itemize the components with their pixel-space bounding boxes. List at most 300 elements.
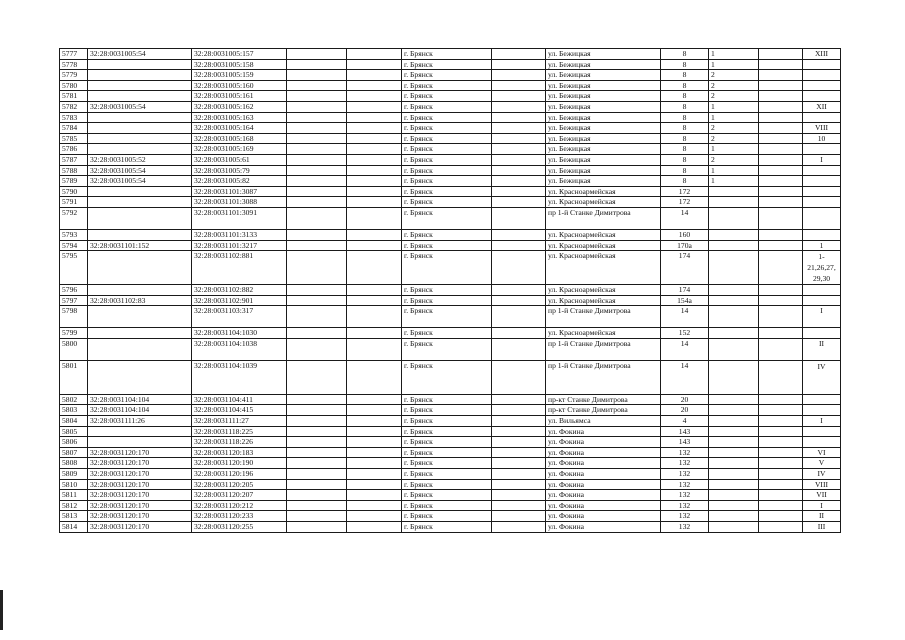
cell-empty-4 <box>759 59 803 70</box>
cell-house: 8 <box>661 133 709 144</box>
cell-empty-3 <box>492 112 546 123</box>
scan-edge-mark <box>0 590 3 630</box>
cell-parcel-cadastral <box>88 285 192 296</box>
cell-empty-4 <box>759 328 803 339</box>
cell-empty-2 <box>347 144 402 155</box>
cell-empty-3 <box>492 469 546 480</box>
cell-building <box>709 437 759 448</box>
cell-street: ул. Бежицкая <box>546 133 661 144</box>
cell-city: г. Брянск <box>402 229 492 240</box>
cell-room <box>803 229 841 240</box>
cell-building <box>709 500 759 511</box>
cell-object-cadastral: 32:28:0031120:207 <box>192 490 287 501</box>
cell-city: г. Брянск <box>402 80 492 91</box>
cell-street: ул. Бежицкая <box>546 144 661 155</box>
cell-object-cadastral: 32:28:0031101:3217 <box>192 240 287 251</box>
cell-parcel-cadastral <box>88 328 192 339</box>
cell-city: г. Брянск <box>402 360 492 394</box>
cell-building: 1 <box>709 101 759 112</box>
cell-parcel-cadastral <box>88 426 192 437</box>
cell-house: 8 <box>661 101 709 112</box>
cell-street: ул. Фокина <box>546 479 661 490</box>
cell-empty-4 <box>759 522 803 533</box>
cell-street: ул. Красноармейская <box>546 240 661 251</box>
cell-empty-1 <box>287 447 347 458</box>
cell-building <box>709 338 759 360</box>
cell-parcel-cadastral: 32:28:0031120:170 <box>88 447 192 458</box>
cell-number: 5783 <box>60 112 88 123</box>
cell-number: 5784 <box>60 123 88 134</box>
cell-empty-4 <box>759 479 803 490</box>
cell-room: 1-21,26,27, 29,30 <box>803 251 841 285</box>
cell-empty-2 <box>347 338 402 360</box>
cell-parcel-cadastral: 32:28:0031005:54 <box>88 176 192 187</box>
cell-house: 172 <box>661 197 709 208</box>
table-row <box>60 338 841 360</box>
cell-empty-4 <box>759 469 803 480</box>
cell-house: 8 <box>661 123 709 134</box>
cell-number: 5781 <box>60 91 88 102</box>
cell-empty-3 <box>492 511 546 522</box>
cell-empty-1 <box>287 522 347 533</box>
cell-empty-4 <box>759 295 803 306</box>
cell-empty-3 <box>492 522 546 533</box>
cell-empty-2 <box>347 133 402 144</box>
cell-street: ул. Фокина <box>546 426 661 437</box>
table-row <box>60 500 841 511</box>
cell-empty-4 <box>759 91 803 102</box>
cell-city: г. Брянск <box>402 490 492 501</box>
cell-empty-1 <box>287 426 347 437</box>
cell-parcel-cadastral <box>88 70 192 81</box>
cell-empty-1 <box>287 338 347 360</box>
cell-empty-2 <box>347 511 402 522</box>
cell-empty-1 <box>287 144 347 155</box>
cell-street: ул. Бежицкая <box>546 154 661 165</box>
cell-empty-1 <box>287 500 347 511</box>
cell-house: 132 <box>661 490 709 501</box>
cell-building: 1 <box>709 144 759 155</box>
cell-empty-3 <box>492 285 546 296</box>
cell-empty-1 <box>287 123 347 134</box>
cell-city: г. Брянск <box>402 59 492 70</box>
cell-empty-2 <box>347 154 402 165</box>
cell-building: 2 <box>709 91 759 102</box>
cell-building <box>709 251 759 285</box>
cell-parcel-cadastral: 32:28:0031005:54 <box>88 101 192 112</box>
cell-empty-4 <box>759 123 803 134</box>
cell-parcel-cadastral <box>88 123 192 134</box>
cell-empty-4 <box>759 186 803 197</box>
cell-empty-3 <box>492 70 546 81</box>
cell-street: пр-кт Станке Димитрова <box>546 394 661 405</box>
table-row <box>60 197 841 208</box>
cell-building <box>709 295 759 306</box>
cell-empty-3 <box>492 165 546 176</box>
cell-object-cadastral: 32:28:0031102:901 <box>192 295 287 306</box>
cell-building <box>709 469 759 480</box>
cell-object-cadastral: 32:28:0031005:168 <box>192 133 287 144</box>
cell-building <box>709 394 759 405</box>
cell-house: 8 <box>661 176 709 187</box>
cell-parcel-cadastral <box>88 338 192 360</box>
cell-empty-1 <box>287 197 347 208</box>
cell-room: VI <box>803 447 841 458</box>
cell-empty-2 <box>347 49 402 60</box>
cell-street: ул. Бежицкая <box>546 112 661 123</box>
cell-building: 1 <box>709 176 759 187</box>
cell-empty-2 <box>347 295 402 306</box>
cell-empty-1 <box>287 176 347 187</box>
table-row <box>60 490 841 501</box>
table-row <box>60 469 841 480</box>
cell-city: г. Брянск <box>402 458 492 469</box>
cell-parcel-cadastral: 32:28:0031120:170 <box>88 458 192 469</box>
cell-empty-2 <box>347 405 402 416</box>
cell-street: ул. Красноармейская <box>546 197 661 208</box>
document-sheet <box>59 48 840 533</box>
cell-empty-1 <box>287 186 347 197</box>
cell-street: ул. Бежицкая <box>546 123 661 134</box>
cell-empty-1 <box>287 416 347 427</box>
cell-room: I <box>803 306 841 328</box>
cell-empty-4 <box>759 101 803 112</box>
table-row <box>60 285 841 296</box>
cell-city: г. Брянск <box>402 328 492 339</box>
cell-street: ул. Фокина <box>546 437 661 448</box>
table-row <box>60 229 841 240</box>
cell-room: V <box>803 458 841 469</box>
cell-building <box>709 197 759 208</box>
cell-building <box>709 186 759 197</box>
cell-number: 5780 <box>60 80 88 91</box>
cell-street: ул. Бежицкая <box>546 49 661 60</box>
cell-empty-2 <box>347 360 402 394</box>
cell-building <box>709 360 759 394</box>
cell-empty-2 <box>347 328 402 339</box>
table-row <box>60 328 841 339</box>
table-row <box>60 437 841 448</box>
cell-empty-2 <box>347 165 402 176</box>
cell-house: 154а <box>661 295 709 306</box>
cell-number: 5807 <box>60 447 88 458</box>
cell-object-cadastral: 32:28:0031120:196 <box>192 469 287 480</box>
cell-empty-4 <box>759 240 803 251</box>
cell-street: ул. Бежицкая <box>546 165 661 176</box>
cell-building <box>709 405 759 416</box>
cell-parcel-cadastral <box>88 360 192 394</box>
cell-object-cadastral: 32:28:0031102:881 <box>192 251 287 285</box>
cell-object-cadastral: 32:28:0031104:1030 <box>192 328 287 339</box>
cell-street: пр-кт Станке Димитрова <box>546 405 661 416</box>
cell-empty-3 <box>492 91 546 102</box>
cell-city: г. Брянск <box>402 405 492 416</box>
cell-empty-3 <box>492 101 546 112</box>
cell-empty-1 <box>287 80 347 91</box>
cell-room <box>803 328 841 339</box>
cell-empty-3 <box>492 133 546 144</box>
cell-empty-1 <box>287 229 347 240</box>
cell-empty-3 <box>492 458 546 469</box>
table-row <box>60 80 841 91</box>
cell-empty-4 <box>759 511 803 522</box>
cell-city: г. Брянск <box>402 101 492 112</box>
table-row <box>60 144 841 155</box>
table-row <box>60 405 841 416</box>
cell-room <box>803 285 841 296</box>
cell-house: 8 <box>661 80 709 91</box>
cell-house: 132 <box>661 500 709 511</box>
cell-empty-3 <box>492 394 546 405</box>
cell-empty-3 <box>492 59 546 70</box>
cell-empty-2 <box>347 186 402 197</box>
cell-object-cadastral: 32:28:0031005:79 <box>192 165 287 176</box>
cell-object-cadastral: 32:28:0031104:415 <box>192 405 287 416</box>
table-row <box>60 394 841 405</box>
table-row <box>60 101 841 112</box>
cell-street: ул. Бежицкая <box>546 176 661 187</box>
cell-empty-3 <box>492 405 546 416</box>
cell-house: 20 <box>661 405 709 416</box>
cell-empty-2 <box>347 306 402 328</box>
cell-empty-2 <box>347 59 402 70</box>
cell-empty-1 <box>287 437 347 448</box>
cell-number: 5795 <box>60 251 88 285</box>
cell-room: I <box>803 154 841 165</box>
table-row <box>60 479 841 490</box>
cell-city: г. Брянск <box>402 240 492 251</box>
cell-house: 8 <box>661 91 709 102</box>
cell-house: 132 <box>661 522 709 533</box>
cell-object-cadastral: 32:28:0031120:212 <box>192 500 287 511</box>
cell-empty-4 <box>759 394 803 405</box>
cell-room: VII <box>803 490 841 501</box>
cell-empty-2 <box>347 251 402 285</box>
cell-house: 8 <box>661 70 709 81</box>
cell-empty-3 <box>492 416 546 427</box>
cell-empty-4 <box>759 165 803 176</box>
cell-building <box>709 426 759 437</box>
cell-number: 5785 <box>60 133 88 144</box>
cell-street: ул. Бежицкая <box>546 59 661 70</box>
cell-number: 5797 <box>60 295 88 306</box>
cell-number: 5803 <box>60 405 88 416</box>
cell-street: ул. Красноармейская <box>546 186 661 197</box>
table-row <box>60 133 841 144</box>
cell-building <box>709 490 759 501</box>
cell-house: 160 <box>661 229 709 240</box>
cell-empty-4 <box>759 306 803 328</box>
cell-number: 5808 <box>60 458 88 469</box>
cell-object-cadastral: 32:28:0031005:158 <box>192 59 287 70</box>
cell-empty-2 <box>347 285 402 296</box>
cell-house: 4 <box>661 416 709 427</box>
cell-building <box>709 207 759 229</box>
cell-empty-1 <box>287 360 347 394</box>
cell-building <box>709 240 759 251</box>
cell-room: 1 <box>803 240 841 251</box>
cell-room <box>803 112 841 123</box>
cell-city: г. Брянск <box>402 165 492 176</box>
cell-parcel-cadastral <box>88 229 192 240</box>
cell-empty-3 <box>492 176 546 187</box>
cell-empty-3 <box>492 144 546 155</box>
cell-city: г. Брянск <box>402 285 492 296</box>
cell-city: г. Брянск <box>402 522 492 533</box>
cell-empty-1 <box>287 306 347 328</box>
cell-building: 1 <box>709 112 759 123</box>
cell-parcel-cadastral <box>88 437 192 448</box>
cell-empty-1 <box>287 70 347 81</box>
table-row <box>60 207 841 229</box>
cell-number: 5802 <box>60 394 88 405</box>
cell-empty-2 <box>347 500 402 511</box>
cell-empty-3 <box>492 328 546 339</box>
cell-parcel-cadastral <box>88 91 192 102</box>
cell-city: г. Брянск <box>402 306 492 328</box>
cell-object-cadastral: 32:28:0031120:183 <box>192 447 287 458</box>
cell-empty-2 <box>347 176 402 187</box>
cell-street: ул. Фокина <box>546 511 661 522</box>
cell-object-cadastral: 32:28:0031118:225 <box>192 426 287 437</box>
table-row <box>60 154 841 165</box>
cell-room: VIII <box>803 123 841 134</box>
cell-object-cadastral: 32:28:0031120:205 <box>192 479 287 490</box>
cell-empty-4 <box>759 154 803 165</box>
cell-empty-4 <box>759 251 803 285</box>
cell-object-cadastral: 32:28:0031104:1039 <box>192 360 287 394</box>
table-row <box>60 91 841 102</box>
cell-empty-2 <box>347 80 402 91</box>
cell-street: ул. Фокина <box>546 447 661 458</box>
cell-empty-4 <box>759 70 803 81</box>
cell-room <box>803 91 841 102</box>
cell-empty-4 <box>759 285 803 296</box>
cell-room: I <box>803 416 841 427</box>
cell-empty-4 <box>759 338 803 360</box>
cell-empty-3 <box>492 186 546 197</box>
cell-number: 5801 <box>60 360 88 394</box>
cell-empty-1 <box>287 490 347 501</box>
cell-empty-4 <box>759 360 803 394</box>
cell-object-cadastral: 32:28:0031102:882 <box>192 285 287 296</box>
cell-object-cadastral: 32:28:0031120:255 <box>192 522 287 533</box>
cell-room: II <box>803 511 841 522</box>
cell-object-cadastral: 32:28:0031120:233 <box>192 511 287 522</box>
cell-empty-2 <box>347 426 402 437</box>
cell-empty-2 <box>347 458 402 469</box>
cell-building <box>709 229 759 240</box>
cell-object-cadastral: 32:28:0031005:169 <box>192 144 287 155</box>
cell-number: 5796 <box>60 285 88 296</box>
cell-number: 5791 <box>60 197 88 208</box>
cell-empty-2 <box>347 469 402 480</box>
cell-empty-4 <box>759 405 803 416</box>
cell-empty-4 <box>759 229 803 240</box>
cell-house: 132 <box>661 458 709 469</box>
cell-object-cadastral: 32:28:0031101:3088 <box>192 197 287 208</box>
cell-room: III <box>803 522 841 533</box>
cell-object-cadastral: 32:28:0031104:411 <box>192 394 287 405</box>
table-row <box>60 59 841 70</box>
cell-empty-3 <box>492 437 546 448</box>
cell-street: ул. Красноармейская <box>546 285 661 296</box>
cell-house: 14 <box>661 338 709 360</box>
cell-building <box>709 306 759 328</box>
table-row <box>60 165 841 176</box>
cell-city: г. Брянск <box>402 338 492 360</box>
cell-room <box>803 186 841 197</box>
table-row <box>60 49 841 60</box>
cell-object-cadastral: 32:28:0031103:317 <box>192 306 287 328</box>
cell-empty-2 <box>347 207 402 229</box>
cell-number: 5814 <box>60 522 88 533</box>
cell-city: г. Брянск <box>402 133 492 144</box>
cell-parcel-cadastral <box>88 112 192 123</box>
cell-empty-1 <box>287 49 347 60</box>
cell-room: II <box>803 338 841 360</box>
cell-house: 8 <box>661 144 709 155</box>
cell-parcel-cadastral <box>88 306 192 328</box>
cell-empty-1 <box>287 240 347 251</box>
cell-empty-3 <box>492 49 546 60</box>
cell-object-cadastral: 32:28:0031005:61 <box>192 154 287 165</box>
cell-empty-3 <box>492 154 546 165</box>
cell-street: ул. Фокина <box>546 458 661 469</box>
cell-street: ул. Красноармейская <box>546 251 661 285</box>
cell-empty-4 <box>759 49 803 60</box>
cell-empty-2 <box>347 447 402 458</box>
cell-house: 132 <box>661 469 709 480</box>
table-row <box>60 416 841 427</box>
cell-empty-3 <box>492 306 546 328</box>
cell-city: г. Брянск <box>402 207 492 229</box>
cell-street: пр 1-й Станке Димитрова <box>546 207 661 229</box>
cell-object-cadastral: 32:28:0031120:190 <box>192 458 287 469</box>
cell-room: XII <box>803 101 841 112</box>
cell-object-cadastral: 32:28:0031111:27 <box>192 416 287 427</box>
table-row <box>60 176 841 187</box>
cell-empty-1 <box>287 251 347 285</box>
cell-empty-1 <box>287 59 347 70</box>
cell-empty-2 <box>347 112 402 123</box>
cell-empty-2 <box>347 479 402 490</box>
cell-empty-2 <box>347 437 402 448</box>
cell-empty-2 <box>347 394 402 405</box>
cell-number: 5788 <box>60 165 88 176</box>
cell-empty-2 <box>347 123 402 134</box>
cell-empty-1 <box>287 165 347 176</box>
cell-object-cadastral: 32:28:0031005:157 <box>192 49 287 60</box>
cell-building: 2 <box>709 80 759 91</box>
cell-parcel-cadastral: 32:28:0031120:170 <box>88 490 192 501</box>
cell-empty-3 <box>492 229 546 240</box>
cell-street: пр 1-й Станке Димитрова <box>546 360 661 394</box>
cell-house: 152 <box>661 328 709 339</box>
cell-empty-3 <box>492 490 546 501</box>
cell-empty-1 <box>287 405 347 416</box>
cell-empty-3 <box>492 338 546 360</box>
cell-empty-3 <box>492 123 546 134</box>
cell-building <box>709 285 759 296</box>
cell-building <box>709 479 759 490</box>
cell-city: г. Брянск <box>402 416 492 427</box>
cell-parcel-cadastral: 32:28:0031005:54 <box>88 49 192 60</box>
cell-building: 1 <box>709 49 759 60</box>
cell-object-cadastral: 32:28:0031118:226 <box>192 437 287 448</box>
cell-empty-3 <box>492 295 546 306</box>
cell-city: г. Брянск <box>402 176 492 187</box>
